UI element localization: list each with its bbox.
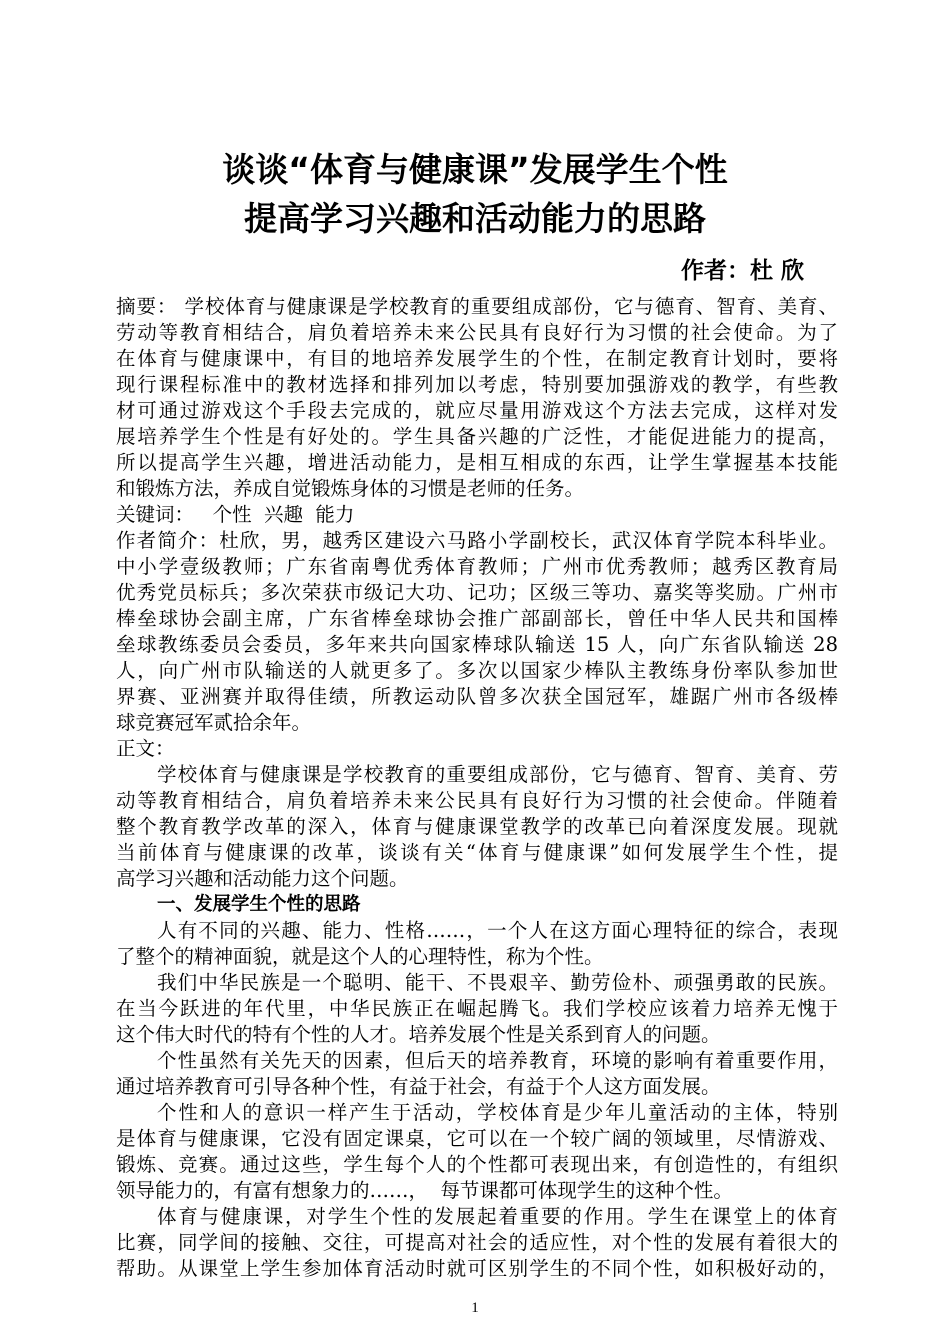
body-label: 正文： (116, 737, 175, 760)
bio-line: 垒球教练委员会委员，多年来共向国家棒球队输送 15 人，向广东省队输送 28 (116, 633, 838, 656)
abstract-line: 展培养学生个性是有好处的。学生具备兴趣的广泛性，才能促进能力的提高， (116, 425, 838, 448)
section1-line: 帮助。从课堂上学生参加体育活动时就可区别学生的不同个性，如积极好动的， (116, 1257, 838, 1280)
section1-line: 通过培养教育可引导各种个性，有益于社会，有益于个人这方面发展。 (116, 1075, 721, 1098)
bio-line: 界赛、亚洲赛并取得佳绩，所教运动队曾多次获全国冠军，雄踞广州市各级棒 (116, 685, 838, 708)
title-line-1: 谈谈“体育与健康课”发展学生个性 (222, 150, 728, 189)
intro-line: 整个教育教学改革的深入，体育与健康课堂教学的改革已向着深度发展。现就 (116, 815, 838, 838)
section1-line: 是体育与健康课，它没有固定课桌，它可以在一个较广阔的领域里，尽情游戏、 (116, 1127, 838, 1150)
section1-line: 在当今跃进的年代里，中华民族正在崛起腾飞。我们学校应该着力培养无愧于 (116, 997, 838, 1020)
section1-line: 人有不同的兴趣、能力、性格……，一个人在这方面心理特征的综合，表现 (157, 919, 838, 942)
author-line: 作者：杜 欣 (680, 258, 804, 284)
section1-line: 个性和人的意识一样产生于活动，学校体育是少年儿童活动的主体，特别 (157, 1101, 838, 1124)
intro-line: 当前体育与健康课的改革，谈谈有关“体育与健康课”如何发展学生个性，提 (116, 841, 838, 864)
page-number: 1 (471, 1300, 479, 1316)
section1-line: 锻炼、竞赛。通过这些，学生每个人的个性都可表现出来，有创造性的，有组织 (116, 1153, 838, 1176)
bio-line: 棒垒球协会副主席，广东省棒垒球协会推广部副部长，曾任中华人民共和国棒 (116, 607, 838, 630)
bio-line: 人，向广州市队输送的人就更多了。多次以国家少棒队主教练身份率队参加世 (116, 659, 838, 682)
intro-line: 高学习兴趣和活动能力这个问题。 (116, 867, 409, 890)
bio-line: 作者简介：杜欣，男，越秀区建设六马路小学副校长，武汉体育学院本科毕业。 (116, 529, 838, 552)
section1-line: 体育与健康课，对学生个性的发展起着重要的作用。学生在课堂上的体育 (157, 1205, 838, 1228)
section1-line: 了整个的精神面貌，就是这个人的心理特性，称为个性。 (116, 945, 604, 968)
section1-line: 个性虽然有关先天的因素，但后天的培养教育，环境的影响有着重要作用， (157, 1049, 838, 1072)
abstract-line: 现行课程标准中的教材选择和排列加以考虑，特别要加强游戏的教学，有些教 (116, 373, 838, 396)
section1-line: 领导能力的，有富有想象力的……， 每节课都可体现学生的这种个性。 (116, 1179, 733, 1202)
intro-line: 学校体育与健康课是学校教育的重要组成部份，它与德育、智育、美育、劳 (157, 763, 838, 786)
abstract-line: 材可通过游戏这个手段去完成的，就应尽量用游戏这个方法去完成，这样对发 (116, 399, 838, 422)
abstract-line: 在体育与健康课中，有目的地培养发展学生的个性，在制定教育计划时，要将 (116, 347, 838, 370)
bio-line: 优秀党员标兵；多次荣获市级记大功、记功；区级三等功、嘉奖等奖励。广州市 (116, 581, 838, 604)
bio-line: 球竞赛冠军贰拾余年。 (116, 711, 312, 734)
keywords-line: 关键词： 个性 兴趣 能力 (116, 503, 355, 526)
section1-line: 这个伟大时代的特有个性的人才。培养发展个性是关系到育人的问题。 (116, 1023, 721, 1046)
intro-line: 动等教育相结合，肩负着培养未来公民具有良好行为习惯的社会使命。伴随着 (116, 789, 838, 812)
abstract-line: 摘要： 学校体育与健康课是学校教育的重要组成部份，它与德育、智育、美育、 (116, 295, 838, 318)
bio-line: 中小学壹级教师；广东省南粤优秀体育教师；广州市优秀教师；越秀区教育局 (116, 555, 838, 578)
abstract-line: 所以提高学生兴趣，增进活动能力，是相互相成的东西，让学生掌握基本技能 (116, 451, 838, 474)
section1-line: 比赛，同学间的接触、交往，可提高对社会的适应性，对个性的发展有着很大的 (116, 1231, 838, 1254)
abstract-line: 劳动等教育相结合，肩负着培养未来公民具有良好行为习惯的社会使命。为了 (116, 321, 838, 344)
section-heading: 一、发展学生个性的思路 (157, 894, 361, 915)
section1-line: 我们中华民族是一个聪明、能干、不畏艰辛、勤劳俭朴、顽强勇敢的民族。 (157, 971, 838, 994)
title-line-2: 提高学习兴趣和活动能力的思路 (244, 199, 706, 238)
abstract-line: 和锻炼方法，养成自觉锻炼身体的习惯是老师的任务。 (116, 477, 585, 500)
